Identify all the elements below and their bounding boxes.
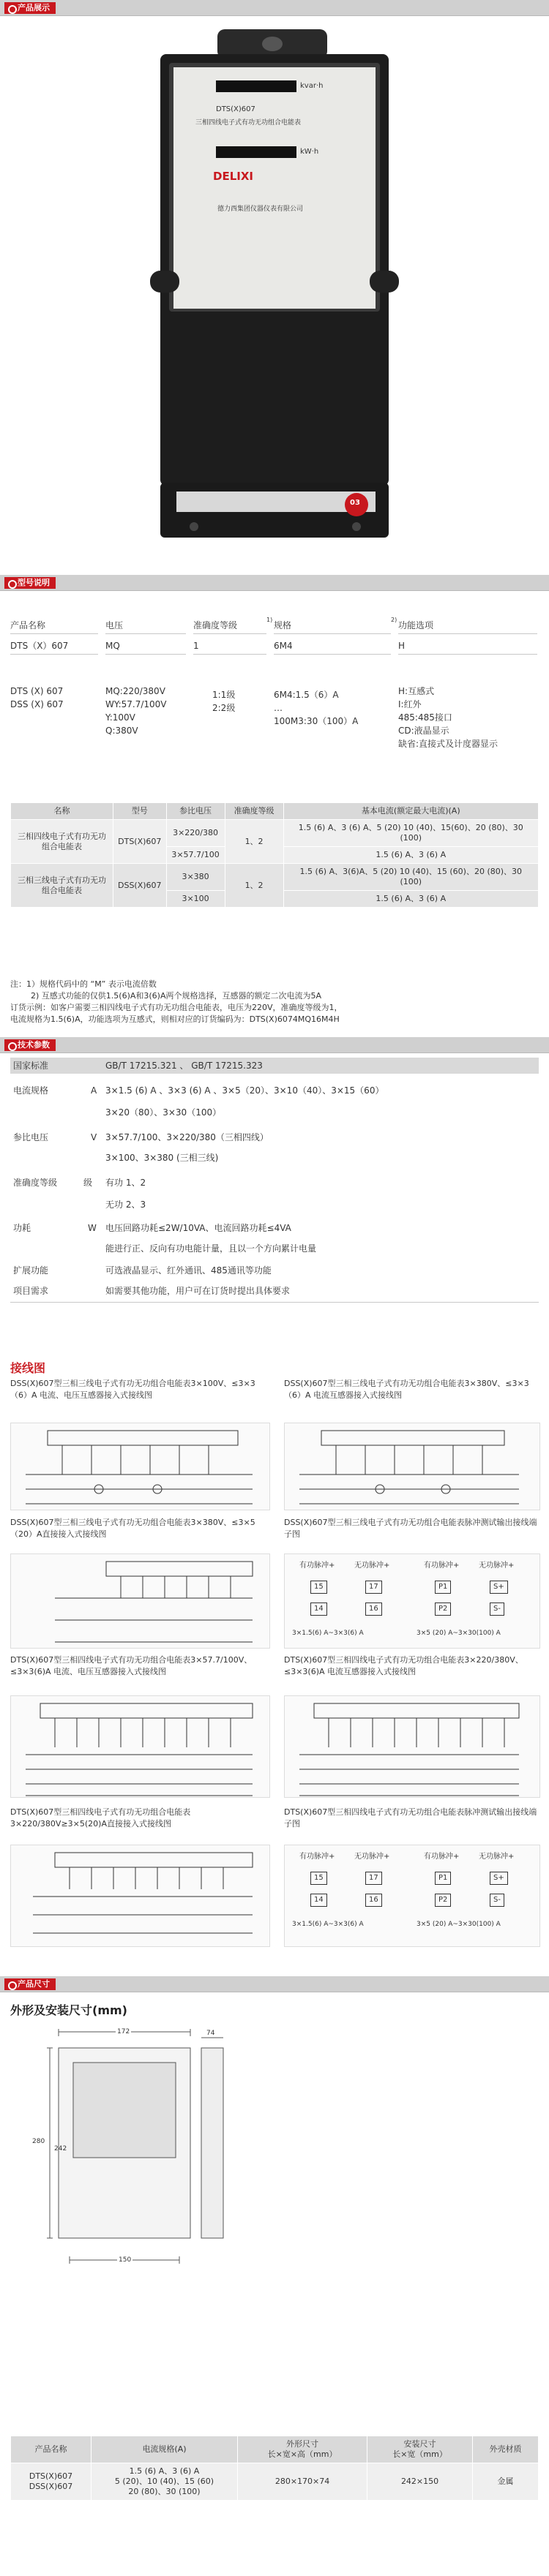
function-opt-5: 缺省:直接式及计度器显示 — [398, 739, 498, 749]
meter-illustration — [150, 29, 399, 549]
param-power-line-2: 能进行正、反向有功电能计量，且以一个方向累计电量 — [105, 1243, 317, 1254]
model-example-grade: 1 — [193, 641, 199, 651]
param-label-power: 功耗 — [13, 1223, 31, 1233]
pulse2-r-b2: S- — [490, 1894, 504, 1907]
param-unit-power: W — [88, 1223, 97, 1233]
param-label-current: 电流规格 — [13, 1085, 49, 1096]
section-tag-params: 技术参数 — [4, 1039, 56, 1051]
pulse2-l-h2: 无功脉冲+ — [354, 1853, 390, 1861]
underline-6 — [10, 654, 98, 655]
dim-h-name: 产品名称 — [11, 2436, 92, 2463]
underline-5 — [398, 633, 537, 634]
spec-r2-c1: 1.5 (6) A、3(6)A、5 (20) 10 (40)、15 (60)、20 (80)、30 (100) — [283, 864, 538, 891]
dim-row-mount: 242×150 — [367, 2463, 473, 2501]
dim-row-material: 金属 — [473, 2463, 539, 2501]
pulse2-r-a1: P1 — [435, 1872, 451, 1885]
spec-opt-2: … — [274, 703, 283, 713]
notes-block — [10, 979, 539, 1025]
wiring-caption-2: DSS(X)607型三相三线电子式有功无功组合电能表3×380V、≤3×3（6）A 电流互感器接入式接线图 — [284, 1379, 529, 1400]
section-bar-model — [0, 575, 549, 591]
spec-r1-model: DTS(X)607 — [113, 820, 167, 864]
function-opt-3: 485:485接口 — [398, 712, 452, 723]
param-unit-grade: 级 — [83, 1178, 93, 1188]
param-current-line-1: 3×1.5 (6) A 、3×3 (6) A 、3×5（20）、3×10（40）、3×15（60） — [105, 1085, 384, 1096]
underline-1 — [10, 633, 98, 634]
param-voltage-line-1: 3×57.7/100、3×220/380（三相四线） — [105, 1132, 269, 1142]
function-opt-4: CD:液晶显示 — [398, 726, 449, 736]
params-table — [10, 1058, 539, 1343]
meter-brand-logo: DELIXI — [213, 170, 253, 183]
wiring-caption-5: DTS(X)607型三相四线电子式有功无功组合电能表3×57.7/100V、≤3×3(6)A 电流、电压互感器接入式接线图 — [10, 1655, 253, 1676]
pulse2-l-foot: 3×1.5(6) A~3×3(6) A — [292, 1921, 364, 1928]
pulse2-l-h1: 有功脉冲+ — [299, 1853, 335, 1861]
spec-r2-grade: 1、2 — [225, 864, 283, 908]
dim-width-bottom: 150 — [117, 2254, 132, 2266]
wiring-diagram-5 — [10, 1695, 270, 1798]
param-label-voltage: 参比电压 — [13, 1132, 49, 1142]
spec-r1-grade: 1、2 — [225, 820, 283, 864]
model-header-spec: 规格 — [274, 620, 292, 630]
pulse-r-b2: S- — [490, 1603, 504, 1616]
spec-r2-model: DSS(X)607 — [113, 864, 167, 908]
pulse-terminal-diagram-1 — [284, 1553, 540, 1649]
param-power-line-1: 电压回路功耗≤2W/10VA、电流回路功耗≤4VA — [105, 1223, 291, 1233]
note-line-1: 注：1）规格代码中的 “M” 表示电流倍数 — [10, 979, 157, 989]
pulse2-r-a2: S+ — [490, 1872, 508, 1885]
model-header-name: 产品名称 — [10, 620, 46, 630]
pulse-terminal-diagram-2 — [284, 1845, 540, 1947]
dim-width-side: 74 — [206, 2030, 215, 2037]
param-unit-voltage: V — [91, 1132, 97, 1142]
function-opt-2: I:红外 — [398, 699, 422, 709]
pulse-r-foot: 3×5 (20) A~3×30(100) A — [417, 1630, 501, 1637]
spec-opt-1: 6M4:1.5（6）A — [274, 690, 339, 700]
model-example-name: DTS（X）607 — [10, 641, 69, 651]
spec-r2-c2: 1.5 (6) A、3 (6) A — [283, 891, 538, 908]
dim-h-current: 电流规格(A) — [92, 2436, 238, 2463]
pulse-l-b1: 14 — [310, 1603, 327, 1616]
pulse2-l-a2: 17 — [365, 1872, 382, 1885]
param-label-grade: 准确度等级 — [13, 1178, 58, 1188]
spec-r1-name: 三相四线电子式有功无功组合电能表 — [11, 820, 113, 864]
section-bar-size — [0, 1976, 549, 1992]
model-example-function: H — [398, 641, 406, 651]
model-name-dts: DTS (X) 607 — [10, 686, 64, 696]
dim-row-name: DTS(X)607 DSS(X)607 — [11, 2463, 92, 2501]
spec-h-grade: 准确度等级 — [225, 803, 283, 820]
table-row — [11, 2463, 539, 2501]
pulse-l-a1: 15 — [310, 1581, 327, 1594]
spec-r1-c2: 1.5 (6) A、3 (6) A — [283, 847, 538, 864]
pulse-r-a2: S+ — [490, 1581, 508, 1594]
pulse-r-h2: 无功脉冲+ — [479, 1562, 515, 1570]
section-bar-display — [0, 0, 549, 16]
model-header-function: 功能选项 — [398, 620, 434, 630]
dim-height-inner: 242 — [54, 2145, 67, 2153]
pulse-l-b2: 16 — [365, 1603, 382, 1616]
model-code-block — [10, 619, 539, 791]
section-tag-size: 产品尺寸 — [4, 1978, 56, 1990]
section-tag-model: 型号说明 — [4, 577, 56, 589]
meter-title-label: 三相四线电子式有功无功组合电能表 — [195, 119, 302, 127]
meter-photo — [150, 29, 399, 549]
spec-opt-3: 100M3:30（100）A — [274, 716, 359, 726]
dim-h-outer: 外形尺寸 长×宽×高（mm） — [238, 2436, 367, 2463]
dimension-table — [10, 2436, 539, 2501]
dim-table-header — [11, 2436, 539, 2463]
underline-3 — [193, 633, 266, 634]
grade-opt-1: 1:1级 — [212, 690, 236, 700]
underline-10 — [398, 654, 537, 655]
wiring-diagram-1 — [10, 1423, 270, 1510]
wiring-diagram-7 — [10, 1845, 270, 1947]
spec-r1-c1: 1.5 (6) A、3 (6) A、5 (20) 10 (40)、15(60)、20 (80)、30 (100) — [283, 820, 538, 847]
pulse2-r-h2: 无功脉冲+ — [479, 1853, 515, 1861]
grade-opt-2: 2:2级 — [212, 703, 236, 713]
underline-4 — [274, 633, 391, 634]
param-grade-line-1: 有功 1、2 — [105, 1178, 146, 1188]
spec-h-current: 基本电流(额定最大电流)(A) — [283, 803, 538, 820]
pulse2-r-foot: 3×5 (20) A~3×30(100) A — [417, 1921, 501, 1928]
param-grade-line-2: 无功 2、3 — [105, 1200, 146, 1210]
section-bar-params — [0, 1037, 549, 1053]
underline-9 — [274, 654, 391, 655]
wiring-diagram-3 — [10, 1553, 270, 1649]
model-example-spec: 6M4 — [274, 641, 293, 651]
pulse-l-a2: 17 — [365, 1581, 382, 1594]
param-unit-current: A — [91, 1085, 97, 1096]
dim-height-left: 280 — [32, 2138, 45, 2145]
underline-7 — [105, 654, 186, 655]
table-row — [11, 820, 539, 847]
wiring-caption-7: DTS(X)607型三相四线电子式有功无功组合电能表3×220/380V≥3×5(20)A直接接入式接线图 — [10, 1807, 191, 1829]
dim-width-top: 172 — [116, 2026, 131, 2038]
note-line-2: 2) 互感式功能的仅供1.5(6)A和3(6)A两个规格选择，互感器的额定二次电流为5A — [31, 991, 322, 1001]
wiring-diagram-2 — [284, 1423, 540, 1510]
spec-h-voltage: 参比电压 — [166, 803, 225, 820]
voltage-opt-4: Q:380V — [105, 726, 138, 736]
voltage-opt-2: WY:57.7/100V — [105, 699, 167, 709]
spec-table — [10, 802, 539, 908]
meter-kvarh-label: kvar·h — [300, 82, 324, 90]
pulse-l-h2: 无功脉冲+ — [354, 1562, 390, 1570]
param-value-requirement: 如需要其他功能，用户可在订货时提出具体要求 — [105, 1286, 291, 1296]
underline-8 — [193, 654, 266, 655]
spec-r2-v2: 3×100 — [166, 891, 225, 908]
function-opt-1: H:互感式 — [398, 686, 435, 696]
param-value-standard: GB/T 17215.321 、 GB/T 17215.323 — [105, 1061, 263, 1071]
wiring-caption-8: DTS(X)607型三相四线电子式有功无功组合电能表脉冲测试输出接线端子图 — [284, 1807, 537, 1829]
meter-model-label: DTS(X)607 — [216, 105, 255, 113]
spec-r2-name: 三相三线电子式有功无功组合电能表 — [11, 864, 113, 908]
spec-h-name: 名称 — [11, 803, 113, 820]
param-current-line-2: 3×20（80）、3×30（100） — [105, 1107, 222, 1118]
dim-h-material: 外壳材质 — [473, 2436, 539, 2463]
section-tag-display: 产品展示 — [4, 2, 56, 14]
wiring-caption-4: DSS(X)607型三相三线电子式有功无功组合电能表脉冲测试输出接线端子图 — [284, 1518, 537, 1539]
pulse2-l-b1: 14 — [310, 1894, 327, 1907]
model-sup-2: 2) — [391, 617, 397, 623]
spec-r1-v1: 3×220/380 — [166, 820, 225, 847]
param-value-extension: 可选液晶显示、红外通讯、485通讯等功能 — [105, 1265, 272, 1276]
spec-r1-v2: 3×57.7/100 — [166, 847, 225, 864]
table-row — [11, 864, 539, 891]
param-row-bg-1 — [10, 1058, 539, 1074]
spec-table-header — [11, 803, 539, 820]
model-name-dss: DSS (X) 607 — [10, 699, 64, 709]
wiring-caption-3: DSS(X)607型三相三线电子式有功无功组合电能表3×380V、≤3×5（20）A直接接入式接线图 — [10, 1518, 255, 1539]
wiring-diagram-6 — [284, 1695, 540, 1798]
dim-row-current: 1.5 (6) A、3 (6) A 5 (20)、10 (40)、15 (60) 20 (80)、30 (100) — [92, 2463, 238, 2501]
model-header-voltage: 电压 — [105, 620, 124, 630]
pulse-r-b1: P2 — [435, 1603, 451, 1616]
param-label-requirement: 项目需求 — [13, 1286, 49, 1296]
dim-row-outer: 280×170×74 — [238, 2463, 367, 2501]
spec-r2-v1: 3×380 — [166, 864, 225, 891]
underline-2 — [105, 633, 186, 634]
model-sup-1: 1) — [266, 617, 273, 623]
pulse2-l-b2: 16 — [365, 1894, 382, 1907]
pulse2-r-h1: 有功脉冲+ — [424, 1853, 460, 1861]
dimension-drawing — [32, 2026, 234, 2271]
meter-kwh-label: kW·h — [300, 148, 319, 156]
wiring-title: 接线图 — [10, 1361, 46, 1375]
dim-h-mount: 安装尺寸 长×宽（mm） — [367, 2436, 473, 2463]
param-label-extension: 扩展功能 — [13, 1265, 49, 1276]
meter-company-label: 德力西集团仪器仪表有限公司 — [217, 206, 304, 213]
voltage-opt-1: MQ:220/380V — [105, 686, 165, 696]
params-bottom-rule — [10, 1302, 539, 1303]
wiring-caption-1: DSS(X)607型三相三线电子式有功无功组合电能表3×100V、≤3×3（6）A 电流、电压互感器接入式接线图 — [10, 1379, 255, 1400]
spec-h-model: 型号 — [113, 803, 167, 820]
pulse2-l-a1: 15 — [310, 1872, 327, 1885]
meter-badge: 03 — [350, 499, 360, 507]
model-header-grade: 准确度等级 — [193, 620, 238, 630]
note-line-4: 电流规格为1.5(6)A，功能选项为互感式，则相对应的订货编码为：DTS(X)6074MQ16M4H — [10, 1014, 340, 1024]
pulse-l-h1: 有功脉冲+ — [299, 1562, 335, 1570]
wiring-caption-6: DTS(X)607型三相四线电子式有功无功组合电能表3×220/380V、≤3×3(6)A 电流互感器接入式接线图 — [284, 1655, 523, 1676]
param-label-standard: 国家标准 — [13, 1061, 49, 1071]
note-line-3: 订货示例：如客户需要三相四线电子式有功无功组合电能表，电压为220V，准确度等级为1， — [10, 1003, 343, 1012]
pulse-r-h1: 有功脉冲+ — [424, 1562, 460, 1570]
dimensions-title: 外形及安装尺寸(mm) — [10, 2003, 127, 2017]
model-example-voltage: MQ — [105, 641, 120, 651]
pulse-r-a1: P1 — [435, 1581, 451, 1594]
pulse-l-foot: 3×1.5(6) A~3×3(6) A — [292, 1630, 364, 1637]
param-voltage-line-2: 3×100、3×380 (三相三线) — [105, 1153, 219, 1163]
pulse2-r-b1: P2 — [435, 1894, 451, 1907]
voltage-opt-3: Y:100V — [105, 712, 135, 723]
